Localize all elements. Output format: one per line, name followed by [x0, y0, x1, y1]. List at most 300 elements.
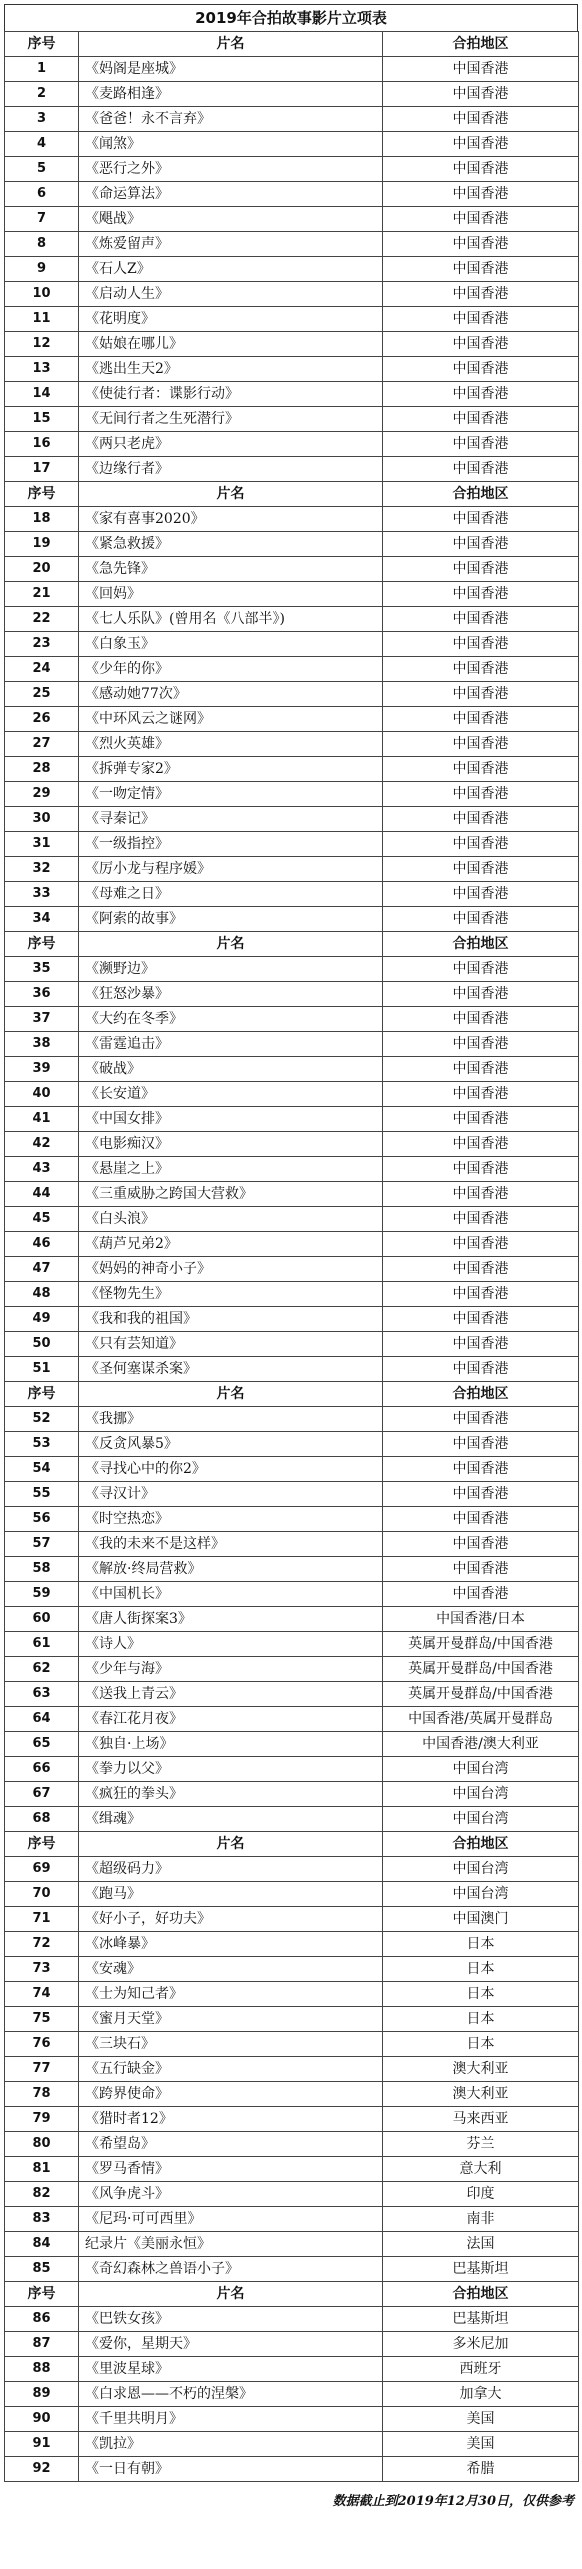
table-row	[5, 332, 579, 357]
co-production-region: 中国香港	[383, 207, 579, 232]
table-row	[5, 1182, 579, 1207]
film-title: 《阿索的故事》	[79, 907, 383, 932]
film-table	[4, 31, 579, 2482]
row-number: 7	[5, 207, 79, 232]
table-row	[5, 957, 579, 982]
table-row	[5, 1932, 579, 1957]
table-row	[5, 782, 579, 807]
table-row	[5, 132, 579, 157]
film-title: 《启动人生》	[79, 282, 383, 307]
header-no: 序号	[5, 932, 79, 957]
row-number: 13	[5, 357, 79, 382]
row-number: 16	[5, 432, 79, 457]
row-number: 18	[5, 507, 79, 532]
row-number: 83	[5, 2207, 79, 2232]
co-production-region: 印度	[383, 2182, 579, 2207]
film-title: 《少年与海》	[79, 1657, 383, 1682]
co-production-region: 中国香港	[383, 1432, 579, 1457]
film-title: 《猎时者12》	[79, 2107, 383, 2132]
table-row	[5, 2057, 579, 2082]
table-row	[5, 207, 579, 232]
table-row	[5, 832, 579, 857]
header-row	[5, 2282, 579, 2307]
co-production-region: 中国香港	[383, 1307, 579, 1332]
film-title: 《悬崖之上》	[79, 1157, 383, 1182]
film-title: 《回妈》	[79, 582, 383, 607]
film-title: 《恶行之外》	[79, 157, 383, 182]
film-title: 《命运算法》	[79, 182, 383, 207]
co-production-region: 中国香港	[383, 857, 579, 882]
table-row	[5, 757, 579, 782]
table-row	[5, 2132, 579, 2157]
film-title: 《妈阁是座城》	[79, 57, 383, 82]
film-title: 《中国女排》	[79, 1107, 383, 1132]
table-row	[5, 357, 579, 382]
co-production-region: 中国香港	[383, 1057, 579, 1082]
table-row	[5, 107, 579, 132]
row-number: 51	[5, 1357, 79, 1382]
co-production-region: 中国香港	[383, 907, 579, 932]
co-production-region: 中国香港	[383, 357, 579, 382]
co-production-region: 英属开曼群岛/中国香港	[383, 1657, 579, 1682]
film-title: 《少年的你》	[79, 657, 383, 682]
row-number: 12	[5, 332, 79, 357]
co-production-region: 中国香港	[383, 82, 579, 107]
table-row	[5, 2032, 579, 2057]
table-row	[5, 1282, 579, 1307]
row-number: 85	[5, 2257, 79, 2282]
table-row	[5, 1432, 579, 1457]
co-production-region: 中国香港	[383, 507, 579, 532]
row-number: 71	[5, 1907, 79, 1932]
film-title: 《只有芸知道》	[79, 1332, 383, 1357]
row-number: 54	[5, 1457, 79, 1482]
row-number: 41	[5, 1107, 79, 1132]
row-number: 36	[5, 982, 79, 1007]
co-production-region: 中国香港	[383, 957, 579, 982]
table-row	[5, 1682, 579, 1707]
film-title: 《里波星球》	[79, 2357, 383, 2382]
table-row	[5, 807, 579, 832]
table-row	[5, 282, 579, 307]
co-production-region: 中国香港/日本	[383, 1607, 579, 1632]
row-number: 84	[5, 2232, 79, 2257]
table-row	[5, 407, 579, 432]
film-title: 《白求恩——不朽的涅槃》	[79, 2382, 383, 2407]
table-row	[5, 1482, 579, 1507]
co-production-region: 中国香港	[383, 1157, 579, 1182]
row-number: 59	[5, 1582, 79, 1607]
film-title: 《花明度》	[79, 307, 383, 332]
film-title: 《一吻定情》	[79, 782, 383, 807]
row-number: 34	[5, 907, 79, 932]
header-no: 序号	[5, 32, 79, 57]
film-title: 《一级指控》	[79, 832, 383, 857]
row-number: 65	[5, 1732, 79, 1757]
film-title: 《罗马香情》	[79, 2157, 383, 2182]
row-number: 76	[5, 2032, 79, 2057]
film-title: 《尼玛·可可西里》	[79, 2207, 383, 2232]
table-row	[5, 82, 579, 107]
row-number: 19	[5, 532, 79, 557]
row-number: 53	[5, 1432, 79, 1457]
table-row	[5, 1407, 579, 1432]
film-title: 《我的未来不是这样》	[79, 1532, 383, 1557]
row-number: 60	[5, 1607, 79, 1632]
co-production-region: 中国台湾	[383, 1807, 579, 1832]
co-production-region: 英属开曼群岛/中国香港	[383, 1682, 579, 1707]
film-title: 《拳力以父》	[79, 1757, 383, 1782]
film-table-body	[5, 32, 579, 2482]
co-production-region: 中国香港	[383, 407, 579, 432]
film-title: 《边缘行者》	[79, 457, 383, 482]
header-no: 序号	[5, 1382, 79, 1407]
co-production-region: 美国	[383, 2407, 579, 2432]
table-row	[5, 707, 579, 732]
row-number: 86	[5, 2307, 79, 2332]
row-number: 50	[5, 1332, 79, 1357]
film-title: 《诗人》	[79, 1632, 383, 1657]
co-production-region: 中国香港	[383, 1082, 579, 1107]
row-number: 24	[5, 657, 79, 682]
film-title: 《跨界使命》	[79, 2082, 383, 2107]
header-no: 序号	[5, 2282, 79, 2307]
film-title: 《中国机长》	[79, 1582, 383, 1607]
film-title: 《士为知己者》	[79, 1982, 383, 2007]
film-title: 《家有喜事2020》	[79, 507, 383, 532]
co-production-region: 中国香港	[383, 1357, 579, 1382]
table-row	[5, 1032, 579, 1057]
co-production-region: 中国香港	[383, 282, 579, 307]
row-number: 68	[5, 1807, 79, 1832]
table-title: 2019年合拍故事影片立项表	[4, 4, 578, 31]
film-title: 《冰峰暴》	[79, 1932, 383, 1957]
film-title: 《电影痴汉》	[79, 1132, 383, 1157]
co-production-region: 南非	[383, 2207, 579, 2232]
film-title: 《白头浪》	[79, 1207, 383, 1232]
table-row	[5, 307, 579, 332]
row-number: 8	[5, 232, 79, 257]
co-production-region: 中国香港	[383, 1257, 579, 1282]
header-film: 片名	[79, 2282, 383, 2307]
film-title: 《寻秦记》	[79, 807, 383, 832]
co-production-region: 中国香港	[383, 1282, 579, 1307]
row-number: 64	[5, 1707, 79, 1732]
row-number: 61	[5, 1632, 79, 1657]
table-row	[5, 2307, 579, 2332]
co-production-region: 中国香港/澳大利亚	[383, 1732, 579, 1757]
film-title: 《姑娘在哪儿》	[79, 332, 383, 357]
co-production-region: 中国香港	[383, 807, 579, 832]
row-number: 73	[5, 1957, 79, 1982]
co-production-region: 澳大利亚	[383, 2082, 579, 2107]
co-production-region: 芬兰	[383, 2132, 579, 2157]
header-region: 合拍地区	[383, 482, 579, 507]
co-production-region: 中国香港	[383, 1507, 579, 1532]
row-number: 3	[5, 107, 79, 132]
film-title: 《急先锋》	[79, 557, 383, 582]
table-row	[5, 1807, 579, 1832]
film-title: 《无间行者之生死潜行》	[79, 407, 383, 432]
film-title: 《麦路相逢》	[79, 82, 383, 107]
table-row	[5, 507, 579, 532]
co-production-region: 中国香港	[383, 457, 579, 482]
row-number: 79	[5, 2107, 79, 2132]
co-production-region: 英属开曼群岛/中国香港	[383, 1632, 579, 1657]
film-title: 《希望岛》	[79, 2132, 383, 2157]
film-title: 《感动她77次》	[79, 682, 383, 707]
film-title: 《飓战》	[79, 207, 383, 232]
row-number: 57	[5, 1532, 79, 1557]
co-production-region: 中国台湾	[383, 1882, 579, 1907]
row-number: 44	[5, 1182, 79, 1207]
row-number: 30	[5, 807, 79, 832]
row-number: 80	[5, 2132, 79, 2157]
table-row	[5, 2382, 579, 2407]
row-number: 42	[5, 1132, 79, 1157]
film-title: 《春江花月夜》	[79, 1707, 383, 1732]
co-production-region: 日本	[383, 1932, 579, 1957]
table-row	[5, 232, 579, 257]
co-production-region: 中国香港	[383, 1582, 579, 1607]
row-number: 22	[5, 607, 79, 632]
row-number: 17	[5, 457, 79, 482]
co-production-region: 中国香港	[383, 1332, 579, 1357]
header-row	[5, 1832, 579, 1857]
film-title: 《好小子，好功夫》	[79, 1907, 383, 1932]
film-title: 《狂怒沙暴》	[79, 982, 383, 1007]
co-production-region: 澳大利亚	[383, 2057, 579, 2082]
co-production-region: 中国香港	[383, 682, 579, 707]
table-row	[5, 607, 579, 632]
table-row	[5, 1907, 579, 1932]
table-row	[5, 582, 579, 607]
film-title: 《反贪风暴5》	[79, 1432, 383, 1457]
film-title: 《巴铁女孩》	[79, 2307, 383, 2332]
table-row	[5, 2332, 579, 2357]
film-title: 《怪物先生》	[79, 1282, 383, 1307]
co-production-region: 中国香港	[383, 1232, 579, 1257]
film-title: 《解放·终局营救》	[79, 1557, 383, 1582]
row-number: 45	[5, 1207, 79, 1232]
film-title: 《寻汉计》	[79, 1482, 383, 1507]
table-row	[5, 882, 579, 907]
table-row	[5, 2357, 579, 2382]
co-production-region: 中国香港	[383, 982, 579, 1007]
row-number: 56	[5, 1507, 79, 1532]
row-number: 92	[5, 2457, 79, 2482]
row-number: 72	[5, 1932, 79, 1957]
table-row	[5, 257, 579, 282]
co-production-region: 中国香港	[383, 257, 579, 282]
film-title: 《濒野边》	[79, 957, 383, 982]
film-title: 《烈火英雄》	[79, 732, 383, 757]
co-production-region: 中国香港	[383, 1532, 579, 1557]
row-number: 77	[5, 2057, 79, 2082]
table-row	[5, 1857, 579, 1882]
header-region: 合拍地区	[383, 32, 579, 57]
row-number: 10	[5, 282, 79, 307]
row-number: 74	[5, 1982, 79, 2007]
row-number: 5	[5, 157, 79, 182]
row-number: 70	[5, 1882, 79, 1907]
row-number: 91	[5, 2432, 79, 2457]
table-row	[5, 1732, 579, 1757]
film-title: 《爱你，星期天》	[79, 2332, 383, 2357]
table-row	[5, 1782, 579, 1807]
table-row	[5, 382, 579, 407]
film-title: 《炼爱留声》	[79, 232, 383, 257]
row-number: 75	[5, 2007, 79, 2032]
film-title: 《葫芦兄弟2》	[79, 1232, 383, 1257]
row-number: 31	[5, 832, 79, 857]
table-row	[5, 2432, 579, 2457]
row-number: 43	[5, 1157, 79, 1182]
header-region: 合拍地区	[383, 1832, 579, 1857]
co-production-region: 中国香港	[383, 332, 579, 357]
row-number: 14	[5, 382, 79, 407]
film-title: 《紧急救援》	[79, 532, 383, 557]
header-row	[5, 1382, 579, 1407]
table-row	[5, 1107, 579, 1132]
row-number: 4	[5, 132, 79, 157]
co-production-region: 中国香港	[383, 107, 579, 132]
film-approval-sheet	[4, 4, 578, 2509]
table-row	[5, 2207, 579, 2232]
co-production-region: 多米尼加	[383, 2332, 579, 2357]
header-film: 片名	[79, 482, 383, 507]
table-row	[5, 57, 579, 82]
row-number: 87	[5, 2332, 79, 2357]
table-row	[5, 182, 579, 207]
table-row	[5, 1132, 579, 1157]
co-production-region: 中国香港	[383, 607, 579, 632]
co-production-region: 中国香港	[383, 432, 579, 457]
row-number: 28	[5, 757, 79, 782]
co-production-region: 日本	[383, 1982, 579, 2007]
header-region: 合拍地区	[383, 932, 579, 957]
co-production-region: 中国香港	[383, 1007, 579, 1032]
film-title: 《一日有朝》	[79, 2457, 383, 2482]
header-row	[5, 932, 579, 957]
table-row	[5, 2157, 579, 2182]
row-number: 6	[5, 182, 79, 207]
header-row	[5, 482, 579, 507]
film-title: 《破战》	[79, 1057, 383, 1082]
film-title: 《两只老虎》	[79, 432, 383, 457]
co-production-region: 加拿大	[383, 2382, 579, 2407]
table-row	[5, 1332, 579, 1357]
co-production-region: 中国澳门	[383, 1907, 579, 1932]
co-production-region: 西班牙	[383, 2357, 579, 2382]
co-production-region: 中国香港	[383, 232, 579, 257]
co-production-region: 中国香港	[383, 382, 579, 407]
header-film: 片名	[79, 32, 383, 57]
header-region: 合拍地区	[383, 1382, 579, 1407]
film-title: 《母难之日》	[79, 882, 383, 907]
co-production-region: 日本	[383, 2007, 579, 2032]
film-title: 《三重威胁之跨国大营救》	[79, 1182, 383, 1207]
row-number: 23	[5, 632, 79, 657]
film-title: 《闻煞》	[79, 132, 383, 157]
table-row	[5, 2182, 579, 2207]
row-number: 2	[5, 82, 79, 107]
co-production-region: 中国香港	[383, 1182, 579, 1207]
row-number: 33	[5, 882, 79, 907]
co-production-region: 日本	[383, 2032, 579, 2057]
co-production-region: 中国香港	[383, 307, 579, 332]
table-row	[5, 907, 579, 932]
film-title: 《石人Z》	[79, 257, 383, 282]
co-production-region: 中国香港	[383, 582, 579, 607]
co-production-region: 中国香港	[383, 1032, 579, 1057]
table-row	[5, 157, 579, 182]
film-title: 《跑马》	[79, 1882, 383, 1907]
table-row	[5, 1757, 579, 1782]
table-row	[5, 1357, 579, 1382]
table-row	[5, 1257, 579, 1282]
row-number: 37	[5, 1007, 79, 1032]
film-title: 《长安道》	[79, 1082, 383, 1107]
co-production-region: 中国香港	[383, 882, 579, 907]
table-row	[5, 2082, 579, 2107]
table-row	[5, 2407, 579, 2432]
film-title: 《安魂》	[79, 1957, 383, 1982]
co-production-region: 中国香港	[383, 1107, 579, 1132]
co-production-region: 法国	[383, 2232, 579, 2257]
table-row	[5, 1157, 579, 1182]
row-number: 27	[5, 732, 79, 757]
table-row	[5, 657, 579, 682]
table-row	[5, 1207, 579, 1232]
table-row	[5, 2232, 579, 2257]
co-production-region: 中国香港	[383, 1457, 579, 1482]
row-number: 66	[5, 1757, 79, 1782]
table-row	[5, 2457, 579, 2482]
table-row	[5, 1957, 579, 1982]
row-number: 20	[5, 557, 79, 582]
table-row	[5, 1082, 579, 1107]
row-number: 11	[5, 307, 79, 332]
row-number: 25	[5, 682, 79, 707]
row-number: 78	[5, 2082, 79, 2107]
co-production-region: 中国香港	[383, 157, 579, 182]
table-row	[5, 2007, 579, 2032]
film-title: 《时空热恋》	[79, 1507, 383, 1532]
row-number: 1	[5, 57, 79, 82]
film-title: 《逃出生天2》	[79, 357, 383, 382]
film-title: 《缉魂》	[79, 1807, 383, 1832]
table-row	[5, 1232, 579, 1257]
film-title: 《爸爸！永不言弃》	[79, 107, 383, 132]
row-number: 32	[5, 857, 79, 882]
row-number: 26	[5, 707, 79, 732]
row-number: 69	[5, 1857, 79, 1882]
header-film: 片名	[79, 1382, 383, 1407]
table-row	[5, 1582, 579, 1607]
row-number: 62	[5, 1657, 79, 1682]
co-production-region: 中国香港	[383, 782, 579, 807]
film-title: 《独自·上场》	[79, 1732, 383, 1757]
row-number: 90	[5, 2407, 79, 2432]
row-number: 38	[5, 1032, 79, 1057]
table-row	[5, 857, 579, 882]
co-production-region: 中国香港	[383, 557, 579, 582]
row-number: 35	[5, 957, 79, 982]
film-title: 《厉小龙与程序媛》	[79, 857, 383, 882]
table-row	[5, 1557, 579, 1582]
co-production-region: 中国香港	[383, 132, 579, 157]
